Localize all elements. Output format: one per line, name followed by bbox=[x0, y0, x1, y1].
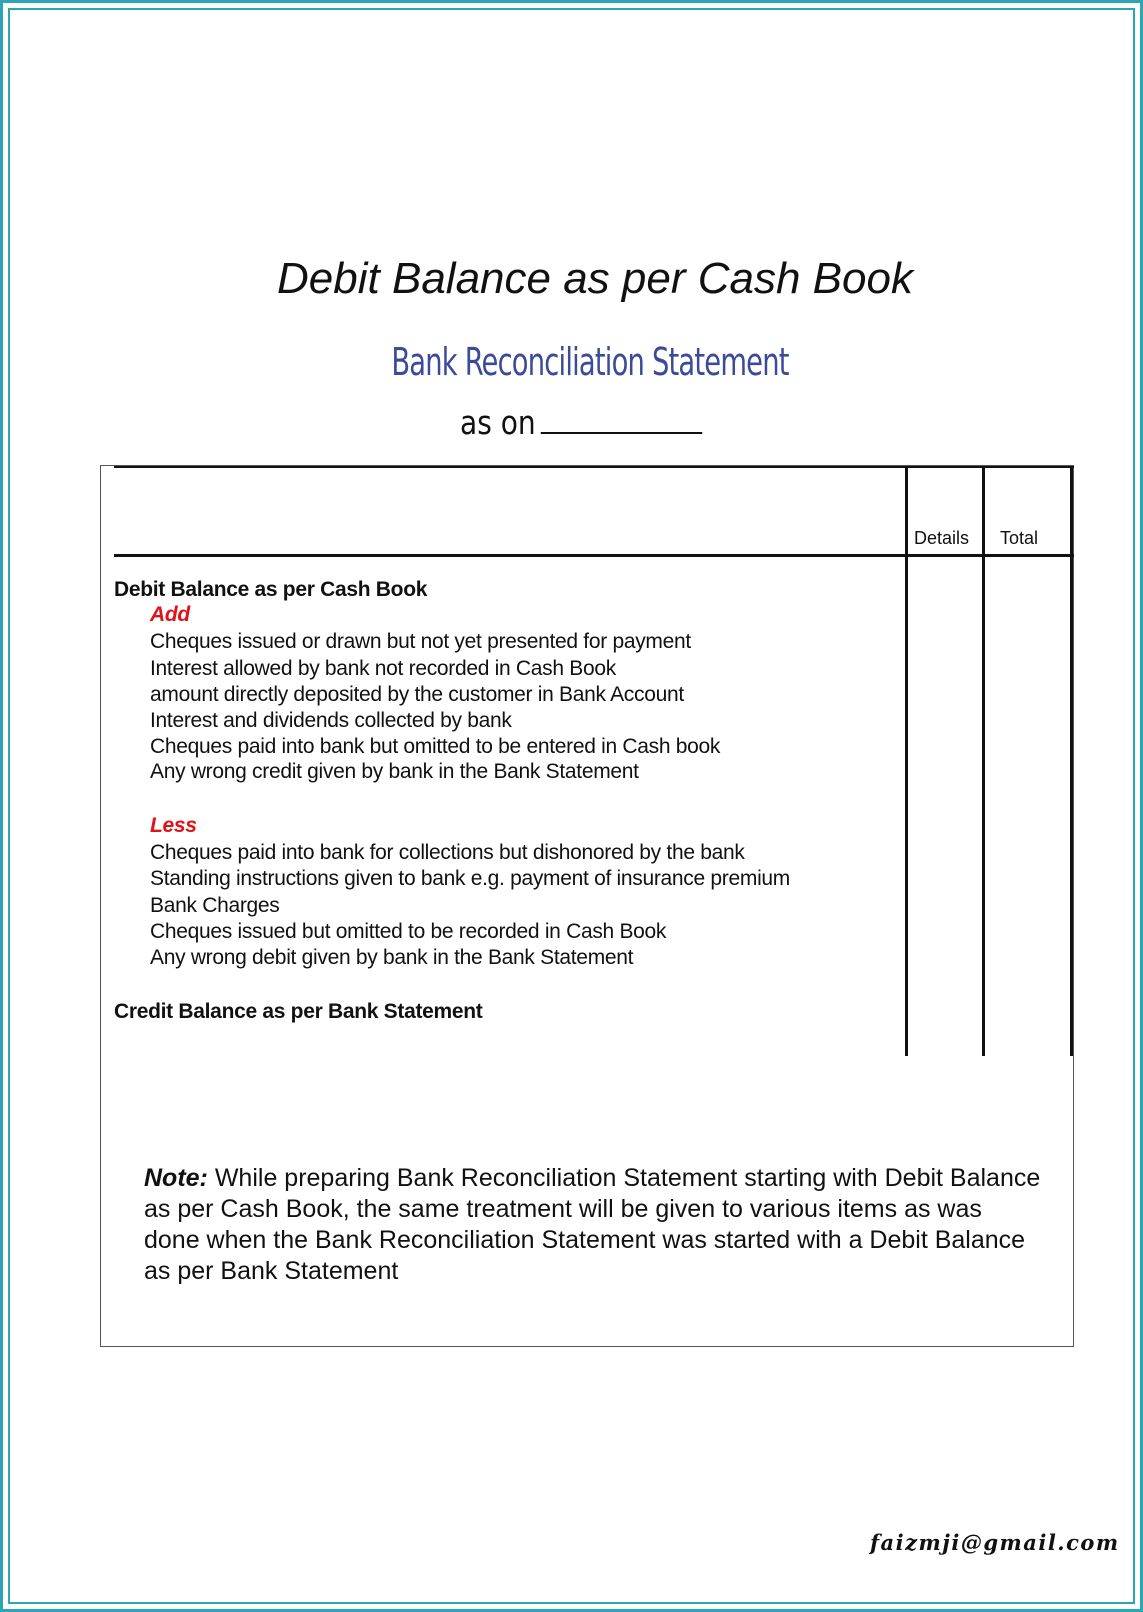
date-blank bbox=[541, 402, 703, 434]
total-right-rule bbox=[1070, 466, 1073, 1056]
column-header-details: Details bbox=[914, 528, 970, 548]
author-email: faizmji@gmail.com bbox=[870, 1530, 1120, 1555]
as-on-label: as on bbox=[460, 403, 536, 442]
page-title: Debit Balance as per Cash Book bbox=[277, 254, 913, 303]
add-item: amount directly deposited by the customer in Bank Account bbox=[150, 683, 684, 706]
column-header-total: Total bbox=[1000, 528, 1039, 548]
less-item: Any wrong debit given by bank in the Bank Statement bbox=[150, 946, 634, 969]
note-paragraph bbox=[144, 1163, 1044, 1287]
add-item: Interest allowed by bank not recorded in Cash Book bbox=[150, 657, 616, 680]
table-header-rule bbox=[114, 554, 1074, 557]
add-item: Interest and dividends collected by bank bbox=[150, 709, 512, 732]
closing-balance-heading: Credit Balance as per Bank Statement bbox=[114, 1000, 483, 1023]
add-item: Any wrong credit given by bank in the Bank Statement bbox=[150, 760, 639, 783]
add-item: Cheques paid into bank but omitted to be entered in Cash book bbox=[150, 735, 721, 758]
less-item: Standing instructions given to bank e.g. payment of insurance premium bbox=[150, 867, 791, 890]
note-text: While preparing Bank Reconciliation Statement starting with Debit Balance as per Cash Book, the same treatment will be given to various items as was done when the Bank Reconciliation Statement was started with a Debit Balance as per Bank Statement bbox=[144, 1164, 1041, 1285]
add-item: Cheques issued or drawn but not yet presented for payment bbox=[150, 630, 691, 653]
opening-balance-heading: Debit Balance as per Cash Book bbox=[114, 578, 428, 601]
table-top-rule bbox=[114, 466, 1074, 468]
less-label: Less bbox=[150, 814, 197, 837]
less-item: Bank Charges bbox=[150, 894, 280, 917]
statement-subtitle: Bank Reconciliation Statement bbox=[391, 340, 789, 384]
less-item: Cheques paid into bank for collections but dishonored by the bank bbox=[150, 841, 745, 864]
add-label: Add bbox=[150, 603, 190, 626]
less-item: Cheques issued but omitted to be recorded in Cash Book bbox=[150, 920, 667, 943]
details-left-rule bbox=[905, 466, 908, 1056]
as-on-date-line bbox=[460, 402, 702, 452]
total-left-rule bbox=[982, 466, 985, 1056]
note-label: Note: bbox=[144, 1164, 208, 1192]
